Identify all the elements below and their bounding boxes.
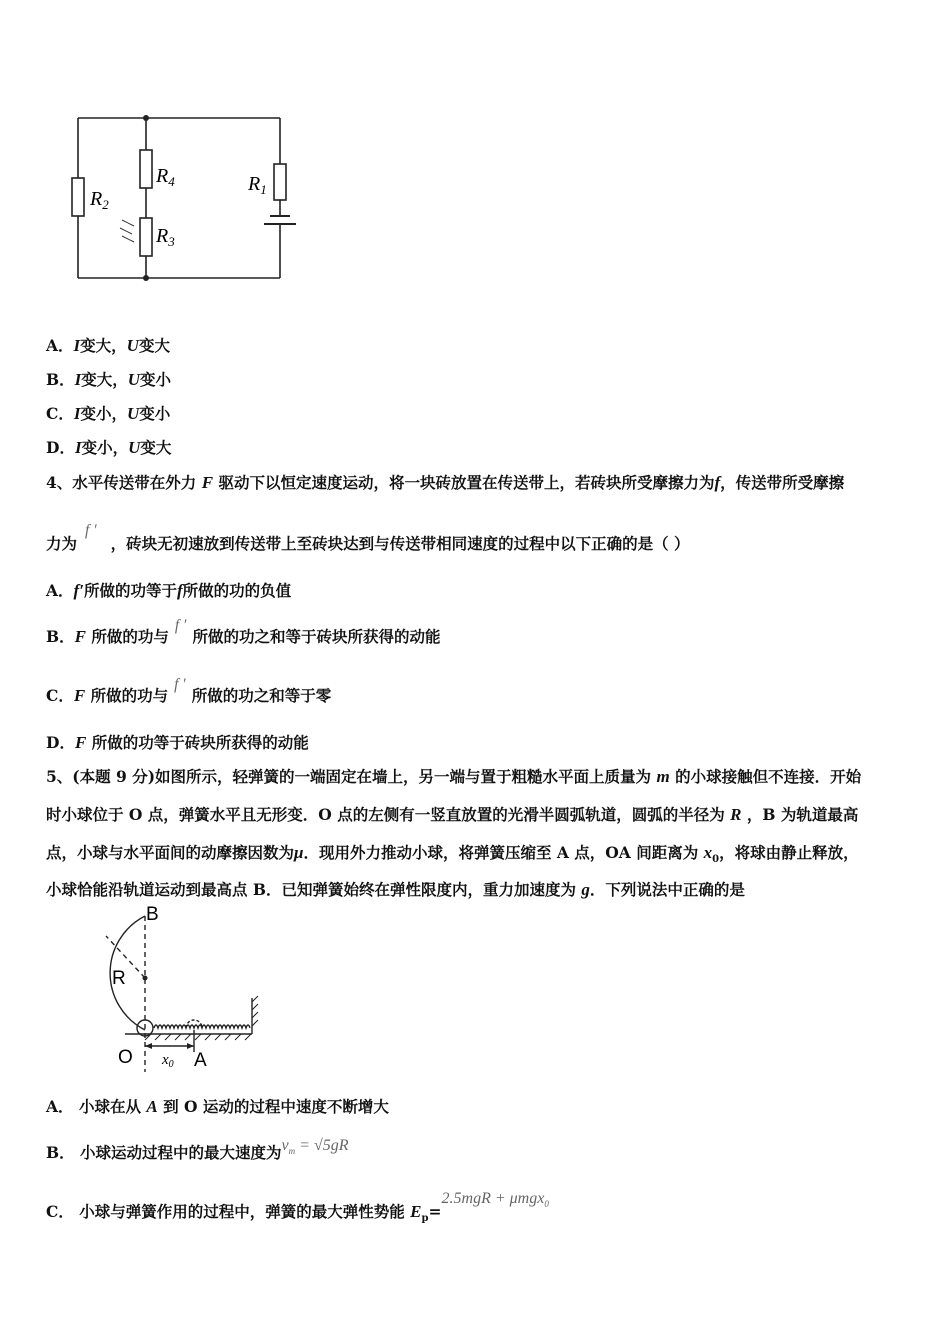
q4-stem-line2: 力为f ′，砖块无初速放到传送带上至砖块达到与传送带相同速度的过程中以下正确的是（ ）	[46, 522, 690, 553]
ep-formula: 2.5mgR + μmgx	[441, 1190, 545, 1207]
vm-symbol: v	[281, 1137, 289, 1154]
q4-stem-line1: 4、水平传送带在外力 F 驱动下以恒定速度运动，将一块砖放置在传送带上，若砖块所受摩擦力为f，传送带所受摩擦	[46, 473, 845, 492]
r2-sub: 2	[102, 197, 109, 212]
x0-label: x	[162, 1052, 169, 1068]
r3-label: R	[156, 225, 169, 247]
q5-stem-line2: 时小球位于 O 点，弹簧水平且无形变．O 点的左侧有一竖直放置的光滑半圆弧轨道，圆弧的半径为 R ，B 为轨道最高	[46, 805, 859, 824]
r2-label: R	[90, 188, 103, 210]
q4-option-d[interactable]: D．F 所做的功等于砖块所获得的动能	[46, 733, 309, 752]
svg-text:R4	[155, 165, 175, 189]
q5-option-a[interactable]: A． 小球在从 A 到 O 运动的过程中速度不断增大	[46, 1097, 389, 1116]
r1-sub: 1	[260, 182, 267, 197]
f-prime-symbol: f ′	[85, 522, 97, 539]
q3-option-b[interactable]: B．I变大，U变小	[46, 370, 172, 389]
sqrt-5gr: √5gR	[313, 1137, 349, 1154]
q5-stem-line1: 5、(本题 9 分)如图所示，轻弹簧的一端固定在墙上，另一端与置于粗糙水平面上质量为 m 的小球接触但不连接．开始	[46, 767, 862, 786]
r4-label: R	[156, 165, 169, 187]
r3-sub: 3	[168, 234, 175, 249]
q5-option-c[interactable]: C． 小球与弹簧作用的过程中，弹簧的最大弹性势能 $E_p=2.5mgR + \mu mgx_0$	[46, 1190, 549, 1225]
q4-option-a[interactable]: A．f′所做的功等于f所做的功的负值	[46, 581, 292, 600]
circuit-diagram	[60, 108, 360, 288]
svg-text:R1	[247, 173, 267, 197]
svg-text:R3	[155, 225, 175, 249]
q4-option-c[interactable]: C．F 所做的功与f ′所做的功之和等于零	[46, 676, 332, 705]
svg-text:x0: $x_0$	[162, 1052, 174, 1070]
r4-sub: 4	[168, 174, 175, 189]
point-b-label: B	[146, 906, 159, 925]
q5-stem-line3: 点，小球与水平面间的动摩擦因数为μ．现用外力推动小球，将弹簧压缩至 A 点，OA 间距离为 $x_0$，将球由静止释放，	[46, 843, 859, 866]
track-diagram	[70, 906, 270, 1076]
q4-option-b[interactable]: B．F 所做的功与f ′所做的功之和等于砖块所获得的动能	[46, 617, 441, 646]
svg-text:R2	[89, 188, 109, 212]
radius-label: R	[112, 968, 126, 989]
q3-option-c[interactable]: C．I变小，U变小	[46, 404, 171, 423]
point-a-label: A	[194, 1050, 207, 1071]
q3-option-d[interactable]: D．I变小，U变大	[46, 438, 172, 457]
point-o-label: O	[118, 1047, 133, 1068]
r1-label: R	[248, 173, 261, 195]
q5-stem-line4: 小球恰能沿轨道运动到最高点 B．已知弹簧始终在弹性限度内，重力加速度为 g．下列说法中正确的是	[46, 880, 745, 899]
q5-option-b[interactable]: B． 小球运动过程中的最大速度为$v_m = √5gR$	[46, 1137, 349, 1162]
q3-option-a[interactable]: A．I变大，U变大	[46, 336, 170, 355]
